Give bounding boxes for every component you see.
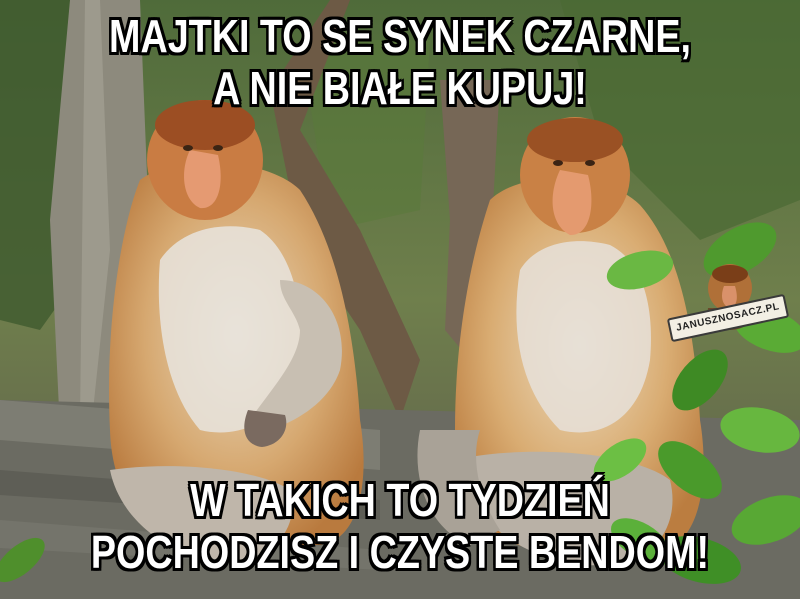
- top-caption-line-1: MAJTKI TO SE SYNEK CZARNE,: [109, 10, 691, 62]
- bottom-caption-line-1: W TAKICH TO TYDZIEŃ: [190, 474, 610, 526]
- watermark-badge: [672, 252, 782, 342]
- bottom-caption: [72, 474, 728, 578]
- top-caption-line-2: A NIE BIAŁE KUPUJ!: [213, 62, 587, 114]
- bottom-caption-line-2: POCHODZISZ I CZYSTE BENDOM!: [90, 526, 710, 578]
- watermark-text: JANUSZNOSACZ.PL: [667, 294, 789, 342]
- top-caption: [72, 10, 728, 114]
